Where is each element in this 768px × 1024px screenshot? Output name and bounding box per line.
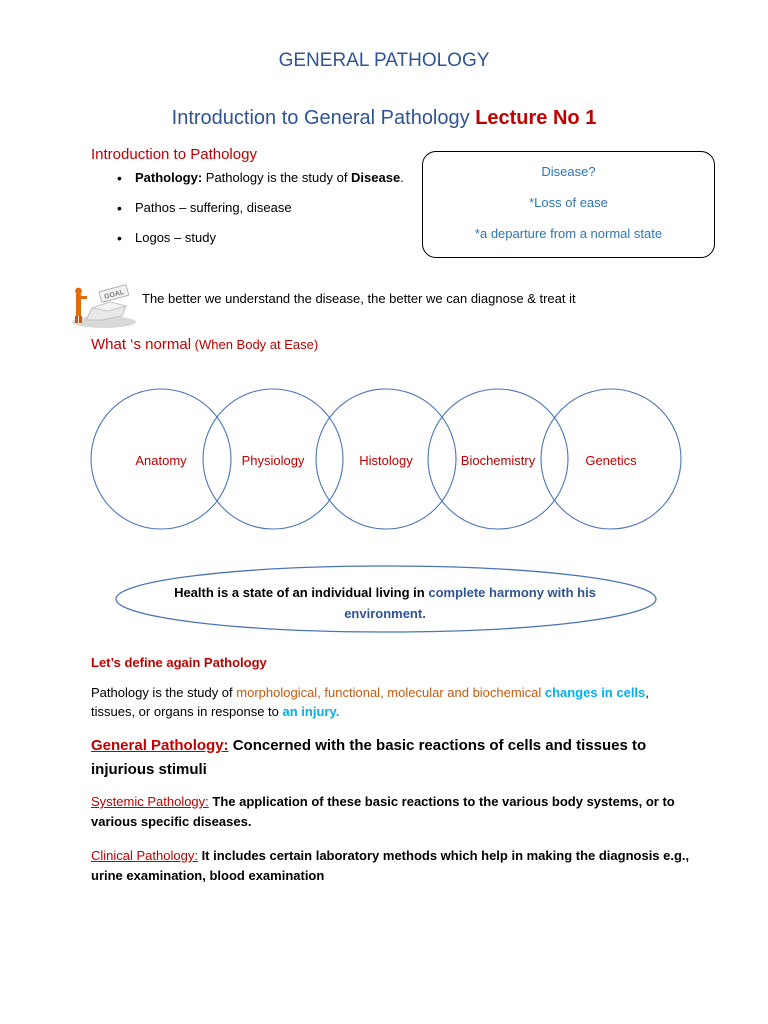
logos-def: Logos – study: [135, 230, 216, 245]
systemic-pathology-text: The application of these basic reactions to the various body systems, or to various specific diseases.: [91, 794, 675, 829]
health-text-3: environment.: [344, 606, 426, 621]
def-part-7: an injury.: [282, 704, 340, 719]
disease-box-line1: *Loss of ease: [529, 195, 608, 210]
list-item: [91, 228, 404, 258]
intro-heading: Introduction to Pathology: [91, 146, 257, 163]
general-pathology-label: General Pathology:: [91, 737, 229, 754]
pathos-def: Pathos – suffering, disease: [135, 200, 292, 215]
intro-list: [91, 168, 404, 258]
lecture-title: [0, 107, 768, 130]
whats-normal-sub: (When Body at Ease): [191, 337, 319, 352]
goal-icon: [66, 280, 138, 330]
clinical-pathology-text: It includes certain laboratory methods which help in making the diagnosis e.g., urine examination, blood examination: [91, 848, 690, 883]
physiology-label: Physiology: [241, 453, 305, 468]
list-item: [91, 198, 404, 228]
period: .: [400, 170, 404, 185]
pathology-definition: [91, 683, 701, 721]
lecture-number: Lecture No 1: [475, 107, 597, 129]
goal-icon-label: GOAL: [103, 288, 125, 301]
goal-statement: The better we understand the disease, the better we can diagnose & treat it: [142, 291, 576, 306]
pathology-def: Pathology is the study of: [202, 170, 352, 185]
define-heading: Let’s define again Pathology: [91, 655, 267, 670]
def-part-6: tissues, or organs in response to: [91, 704, 283, 719]
lecture-intro: Introduction to General Pathology: [171, 107, 476, 129]
systemic-pathology-label: Systemic Pathology:: [91, 794, 209, 809]
def-part-2: morphological, functional, molecular and biochemical: [236, 685, 542, 700]
pathology-term: Pathology:: [135, 170, 203, 185]
normal-circles-diagram: [0, 380, 768, 540]
systemic-pathology-paragraph: [91, 792, 691, 832]
document-title: GENERAL PATHOLOGY: [278, 50, 490, 71]
def-part-4: changes in cells: [544, 685, 646, 700]
general-pathology-text: Concerned with the basic reactions of cells and tissues to injurious stimuli: [91, 737, 647, 778]
clinical-pathology-label: Clinical Pathology:: [91, 848, 198, 863]
def-part-1: Pathology is the study of: [91, 685, 237, 700]
health-text-1: Health is a state of an individual living in: [174, 585, 429, 600]
disease-term: Disease: [351, 170, 401, 185]
anatomy-label: Anatomy: [135, 453, 187, 468]
health-text-2: complete harmony with his: [428, 585, 596, 600]
disease-box-line2: *a departure from a normal state: [474, 226, 663, 241]
whats-normal-heading: [91, 336, 318, 353]
list-item: [91, 168, 404, 198]
disease-definition-box: [422, 151, 715, 258]
genetics-label: Genetics: [585, 453, 637, 468]
health-definition: [150, 582, 620, 624]
whats-normal-title: What ‘s normal: [91, 336, 192, 353]
disease-box-title: Disease?: [541, 164, 596, 179]
clinical-pathology-paragraph: [91, 846, 691, 886]
general-pathology-paragraph: [91, 734, 691, 782]
def-part-5: ,: [645, 685, 649, 700]
biochemistry-label: Biochemistry: [460, 453, 536, 468]
histology-label: Histology: [359, 453, 413, 468]
